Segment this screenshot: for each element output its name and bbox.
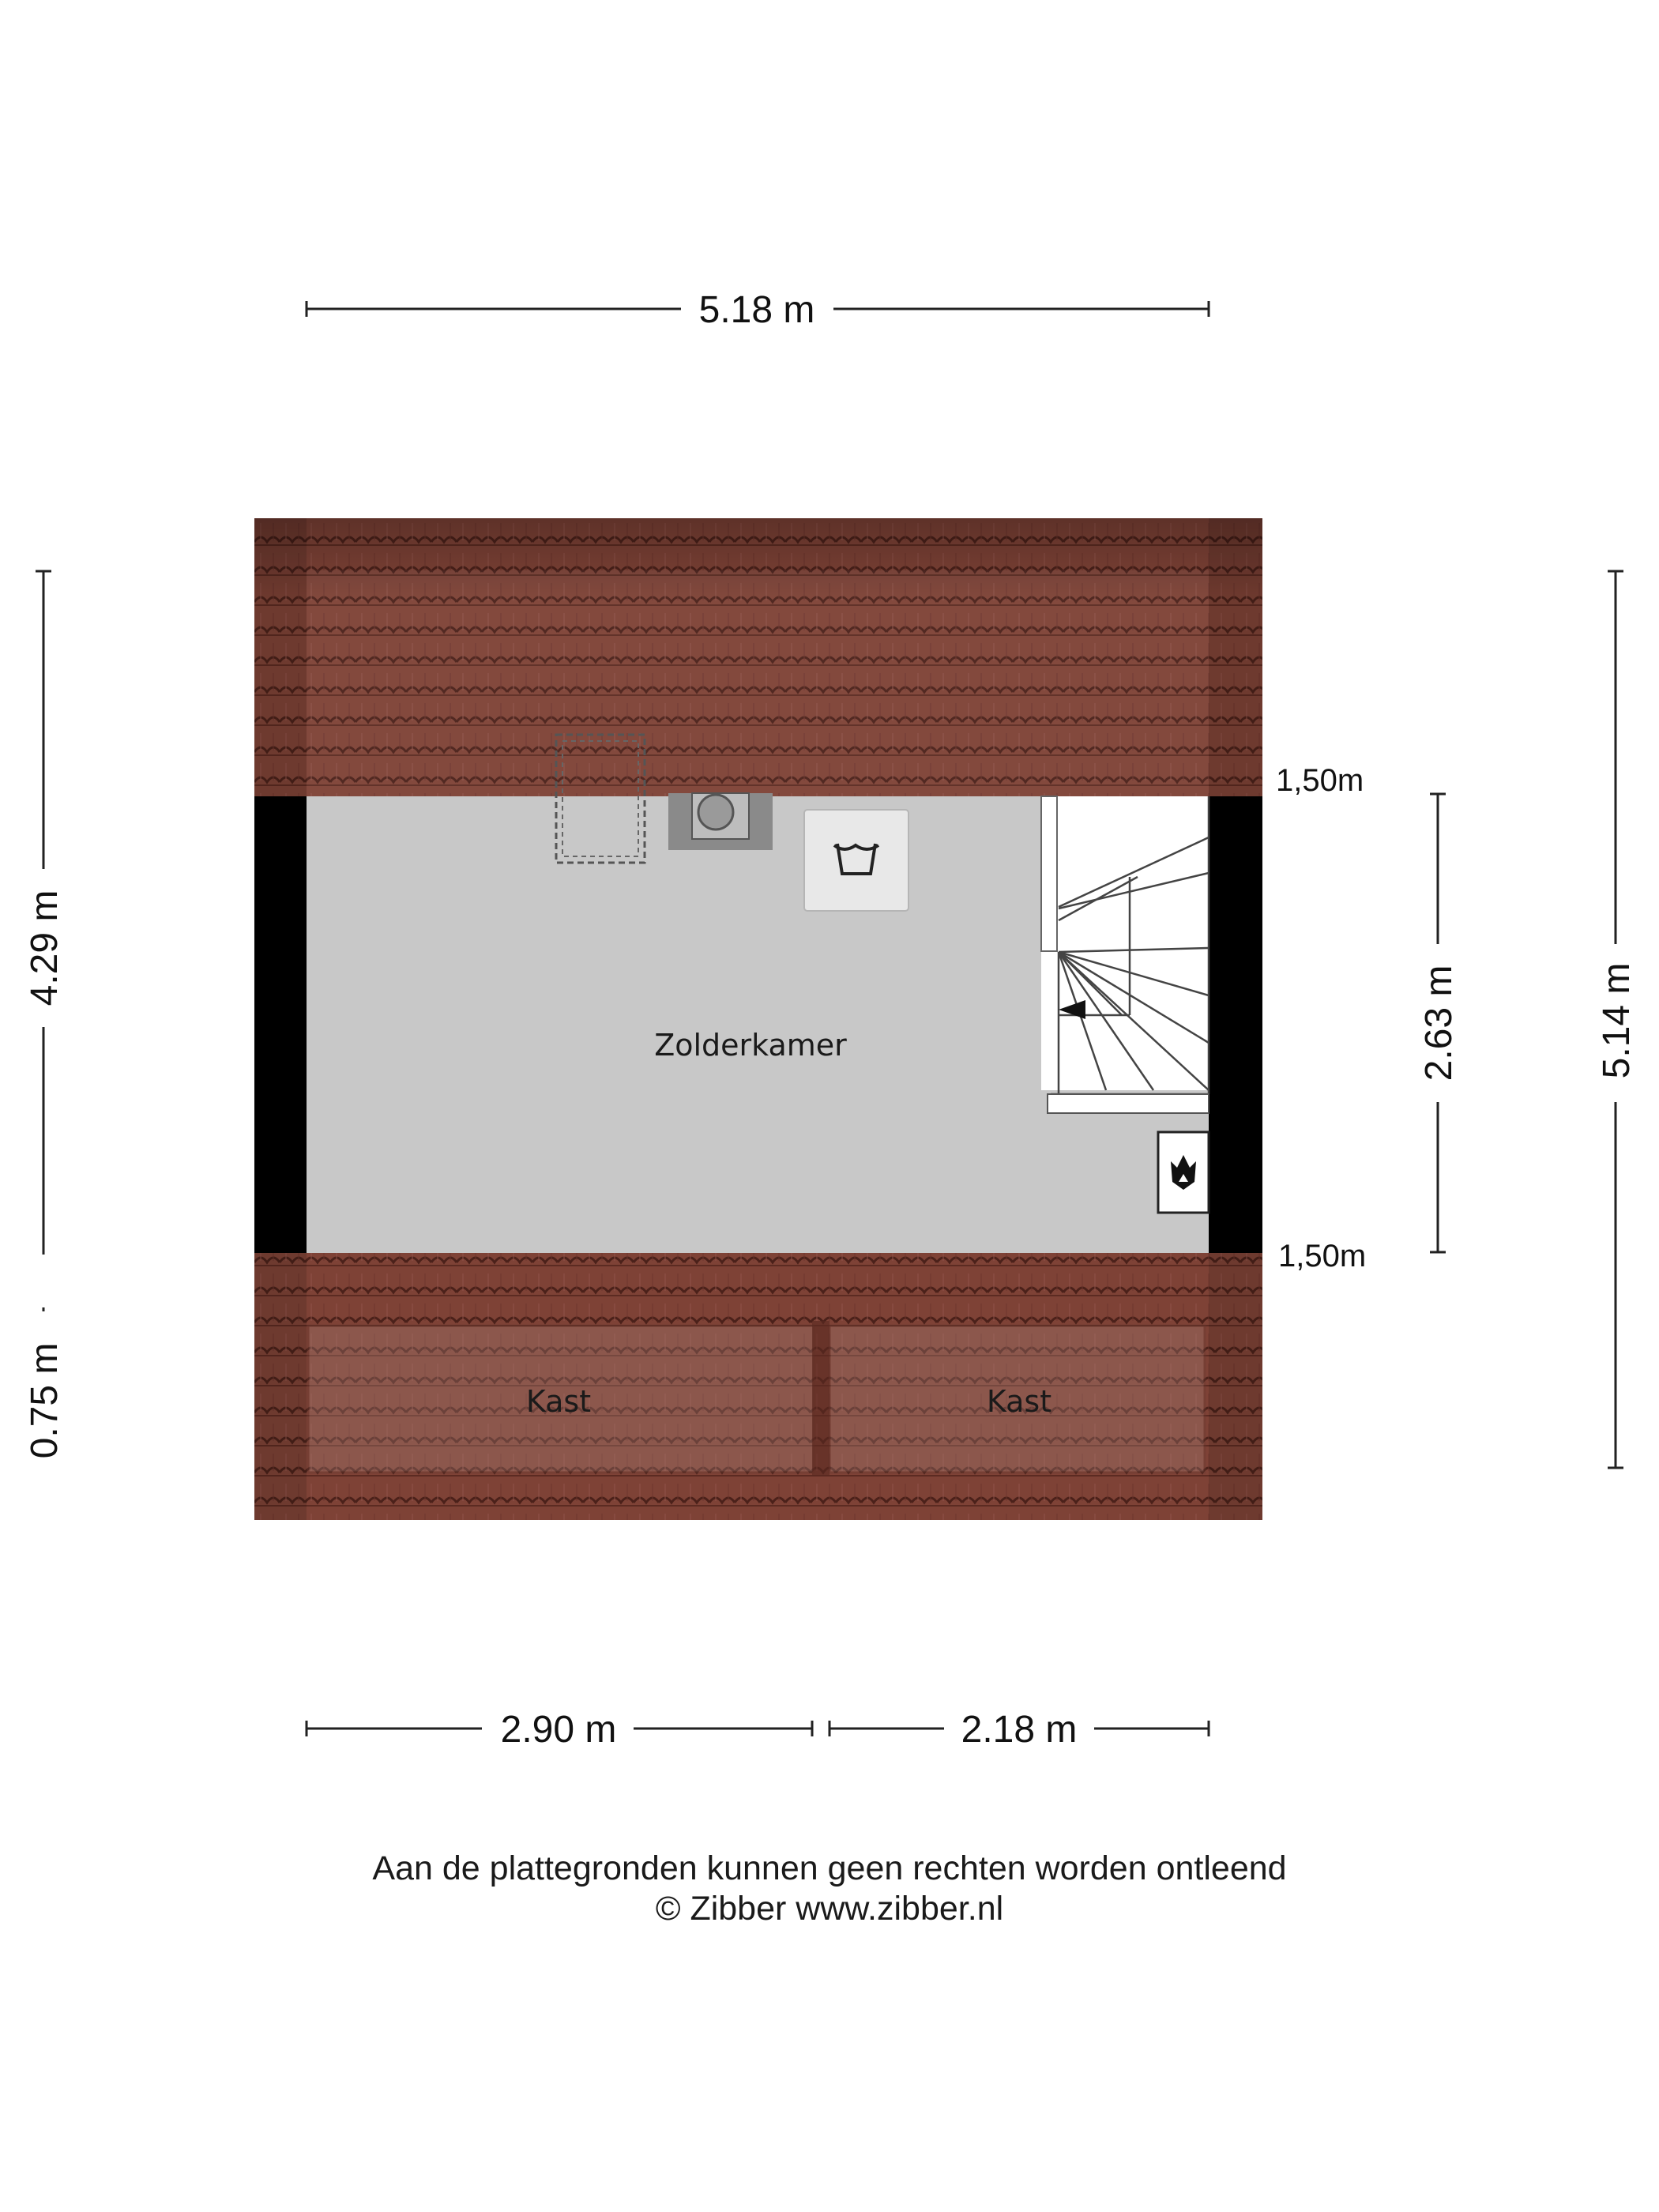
dim-left-lower: 0.75 m (24, 1342, 66, 1459)
dim-right-outer: 5.14 m (1596, 962, 1638, 1079)
room-label-zolderkamer: Zolderkamer (654, 1028, 847, 1063)
closet-divider (812, 1321, 830, 1476)
stairs-icon (1041, 796, 1209, 1113)
washing-machine-icon (804, 810, 908, 911)
roof-upper (254, 518, 1262, 796)
chimney-icon (668, 793, 773, 850)
height-label-upper: 1,50m (1276, 763, 1364, 798)
dim-left-upper: 4.29 m (24, 890, 66, 1006)
closet-left-label: Kast (525, 1384, 592, 1419)
dim-top-width: 5.18 m (698, 289, 815, 331)
height-label-lower: 1,50m (1278, 1239, 1367, 1273)
dim-bottom-right: 2.18 m (961, 1709, 1078, 1751)
closet-right-label: Kast (986, 1384, 1052, 1419)
boiler-flame-icon (1158, 1132, 1209, 1213)
dim-bottom-left: 2.90 m (500, 1709, 617, 1751)
wall-left (254, 796, 307, 1253)
footer-credit: © Zibber www.zibber.nl (655, 1890, 1004, 1928)
dim-right-inner: 2.63 m (1418, 965, 1460, 1082)
footer-disclaimer: Aan de plattegronden kunnen geen rechten worden ontleend (372, 1849, 1287, 1887)
wall-right (1209, 796, 1262, 1253)
